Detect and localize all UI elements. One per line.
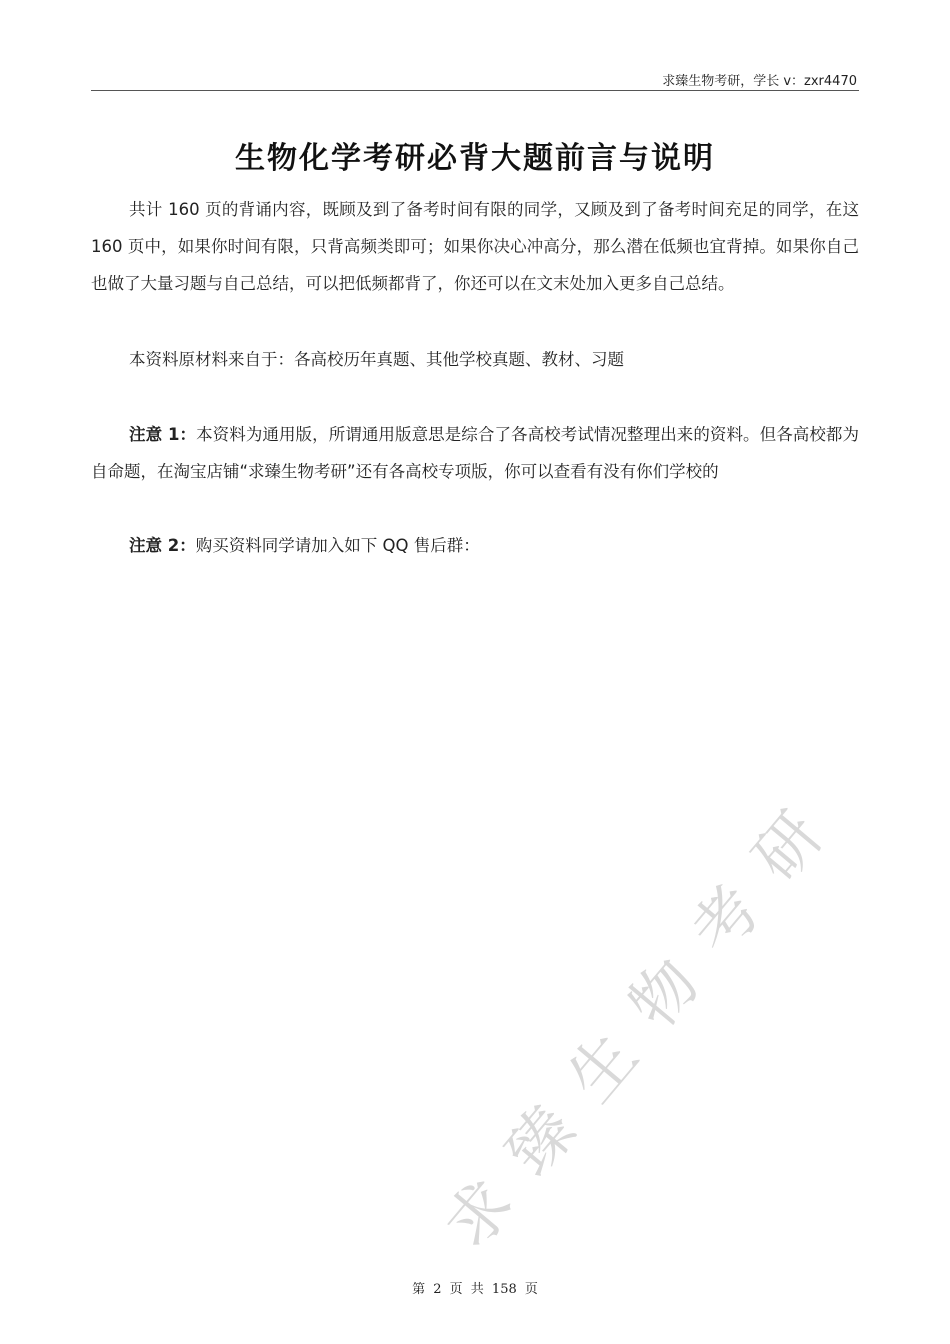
note-2 <box>91 527 859 564</box>
page-header <box>91 70 859 91</box>
intro-paragraph: 共计 160 页的背诵内容，既顾及到了备考时间有限的同学，又顾及到了备考时间充足的同学，在这 160 页中，如果你时间有限，只背高频类即可；如果你决心冲高分，那么潜在低频也宜背掉。如果你自己也做了大量习题与自己总结，可以把低频都背了，你还可以在文末处加入更多自己总结。 <box>91 200 859 293</box>
note-1-text: 本资料为通用版，所谓通用版意思是综合了各高校考试情况整理出来的资料。但各高校都为自命题，在淘宝店铺“求臻生物考研”还有各高校专项版，你可以查看有没有你们学校的 <box>91 425 860 481</box>
watermark: 求臻生物考研 <box>431 774 859 1264</box>
header-text: 求臻生物考研，学长 v：zxr4470 <box>662 74 857 89</box>
page-footer: 第 2 页 共 158 页 <box>412 1282 538 1297</box>
page-title: 生物化学考研必背大题前言与说明 <box>235 141 715 176</box>
note-2-text: 购买资料同学请加入如下 QQ 售后群： <box>195 536 480 555</box>
source-paragraph: 本资料原材料来自于：各高校历年真题、其他学校真题、教材、习题 <box>129 350 624 369</box>
note-1-label: 注意 1： <box>129 425 197 444</box>
note-1 <box>91 416 859 490</box>
note-2-label: 注意 2： <box>129 536 196 555</box>
